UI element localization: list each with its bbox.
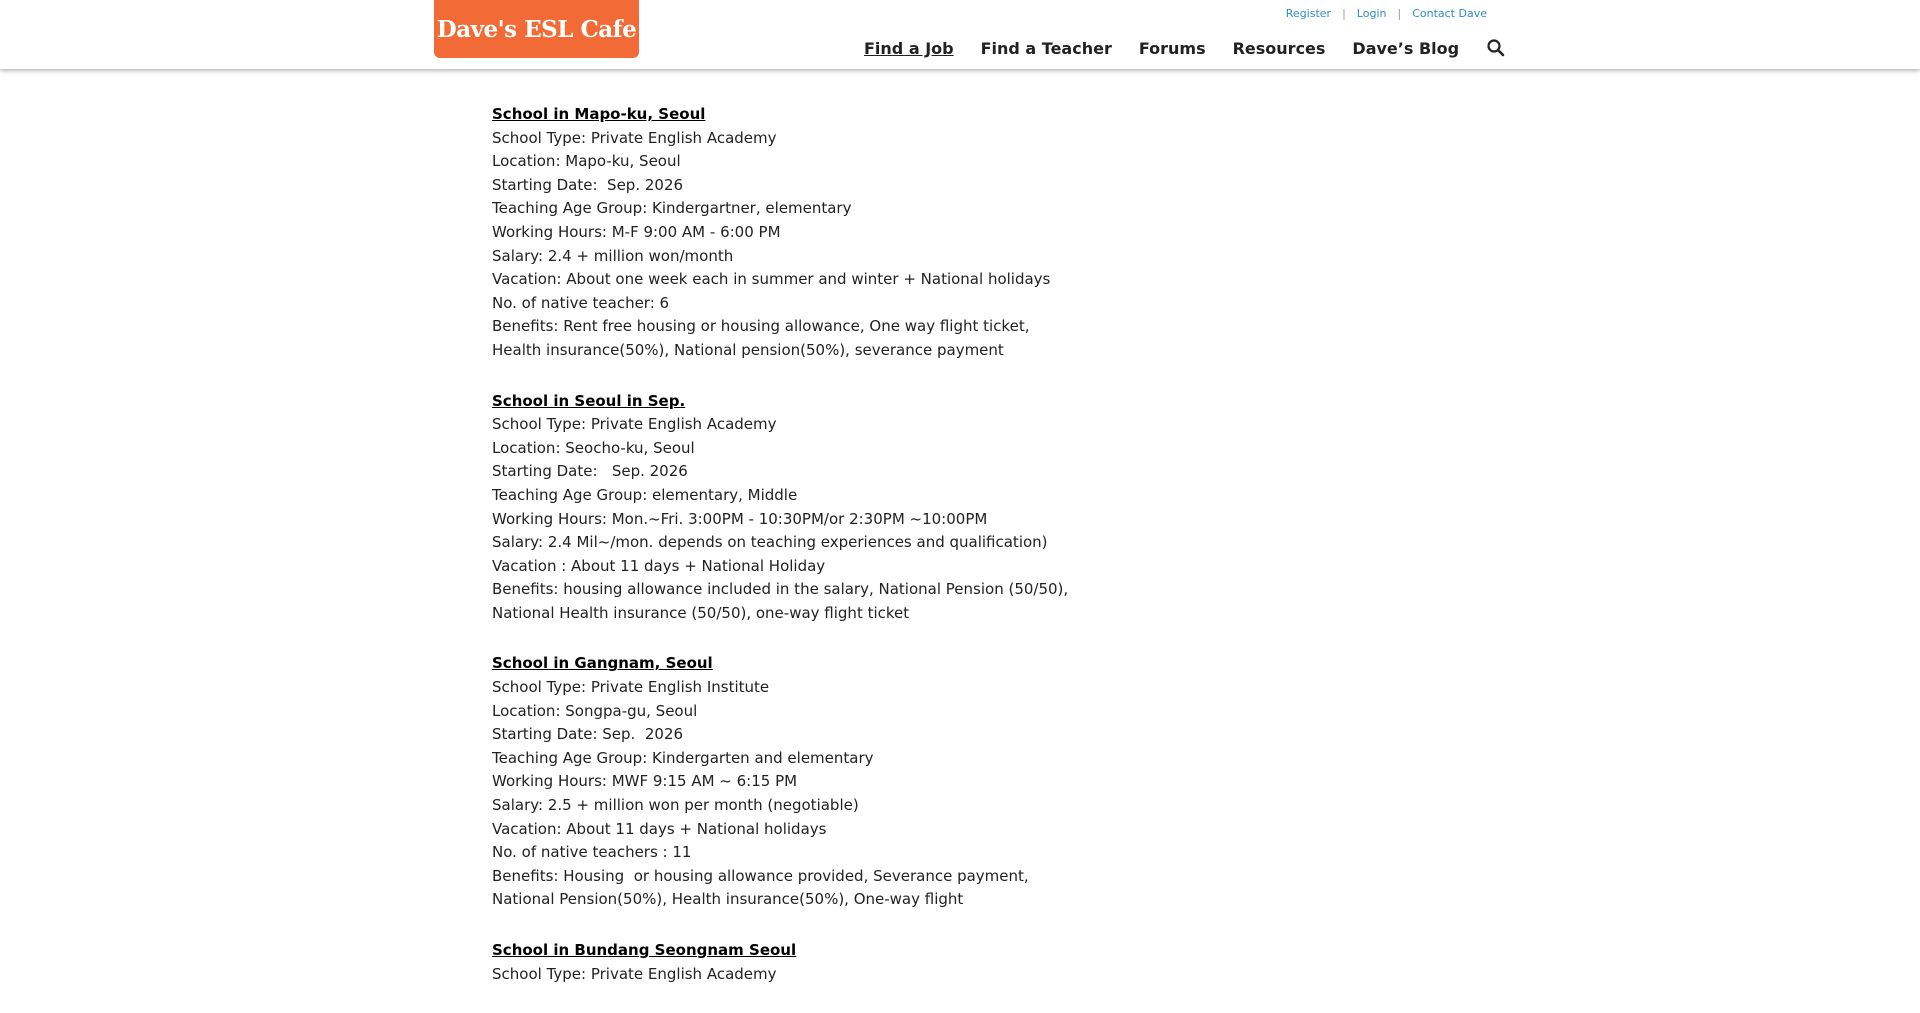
separator: |: [1397, 7, 1402, 20]
listing-line: National Pension(50%), Health insurance(50%), One-way flight: [492, 890, 964, 909]
nav-daves-blog[interactable]: Dave’s Blog: [1352, 38, 1460, 58]
listing-line: Benefits: Housing or housing allowance provided, Severance payment,: [492, 866, 1029, 885]
listing-line: Salary: 2.5 + million won per month (negotiable): [492, 796, 859, 815]
listing-title[interactable]: School in Seoul in Sep.: [492, 391, 686, 410]
listing-line: Vacation: About one week each in summer and winter + National holidays: [492, 270, 1051, 289]
site-logo[interactable]: [434, 0, 639, 58]
site-header: [0, 0, 1920, 69]
listing-line: Salary: 2.4 Mil~/mon. depends on teaching experiences and qualification): [492, 533, 1048, 552]
nav-resources[interactable]: Resources: [1232, 38, 1326, 58]
listing-line: Health insurance(50%), National pension(50%), severance payment: [492, 340, 1004, 359]
register-link[interactable]: Register: [1285, 7, 1332, 20]
listing-line: Vacation: About 11 days + National holidays: [492, 819, 827, 838]
listing-line: No. of native teachers : 11: [492, 843, 692, 862]
listing-line: Starting Date: Sep. 2026: [492, 462, 688, 481]
login-link[interactable]: Login: [1356, 7, 1387, 20]
job-listing: [492, 652, 1192, 912]
separator: |: [1342, 7, 1346, 20]
listing-title[interactable]: School in Gangnam, Seoul: [492, 654, 713, 673]
job-listings: [492, 103, 1192, 1013]
listing-line: Benefits: Rent free housing or housing allowance, One way flight ticket,: [492, 317, 1030, 336]
listing-line: Vacation : About 11 days + National Holiday: [492, 556, 826, 575]
listing-line: Working Hours: M-F 9:00 AM - 6:00 PM: [492, 222, 781, 241]
top-links: [1286, 7, 1487, 20]
listing-line: Working Hours: Mon.~Fri. 3:00PM - 10:30PM/or 2:30PM ~10:00PM: [492, 509, 988, 528]
listing-line: School Type: Private English Academy: [492, 964, 777, 983]
listing-title[interactable]: School in Bundang Seongnam Seoul: [492, 941, 797, 959]
logo-text: Dave's ESL Cafe: [436, 15, 637, 43]
listing-line: Working Hours: MWF 9:15 AM ~ 6:15 PM: [492, 772, 798, 791]
nav-find-a-job[interactable]: Find a Job: [864, 38, 954, 58]
job-listing: [492, 939, 1192, 986]
listing-line: Teaching Age Group: elementary, Middle: [492, 485, 798, 504]
main-nav: [864, 38, 1506, 58]
listing-line: School Type: Private English Institute: [492, 678, 770, 697]
listing-line: Benefits: housing allowance included in the salary, National Pension (50/50),: [492, 580, 1069, 599]
listing-line: Location: Songpa-gu, Seoul: [492, 701, 698, 720]
listing-line: No. of native teacher: 6: [492, 293, 670, 312]
nav-find-a-teacher[interactable]: Find a Teacher: [980, 38, 1112, 58]
listing-line: Location: Seocho-ku, Seoul: [492, 438, 695, 457]
listing-line: School Type: Private English Academy: [492, 128, 777, 147]
listing-line: National Health insurance (50/50), one-way flight ticket: [492, 603, 910, 622]
listing-line: Starting Date: Sep. 2026: [492, 175, 684, 194]
listing-line: Salary: 2.4 + million won/month: [492, 246, 734, 265]
search-icon[interactable]: [1486, 38, 1506, 58]
listing-line: School Type: Private English Academy: [492, 415, 777, 434]
contact-dave-link[interactable]: Contact Dave: [1412, 7, 1487, 20]
job-listing: [492, 390, 1192, 626]
job-listing: [492, 103, 1192, 363]
listing-title[interactable]: School in Mapo-ku, Seoul: [492, 105, 706, 123]
listing-line: Location: Mapo-ku, Seoul: [492, 152, 681, 171]
listing-line: Teaching Age Group: Kindergartner, elementary: [492, 199, 852, 218]
listing-line: Starting Date: Sep. 2026: [492, 725, 684, 744]
listing-line: Teaching Age Group: Kindergarten and elementary: [492, 748, 874, 767]
nav-forums[interactable]: Forums: [1138, 38, 1206, 58]
